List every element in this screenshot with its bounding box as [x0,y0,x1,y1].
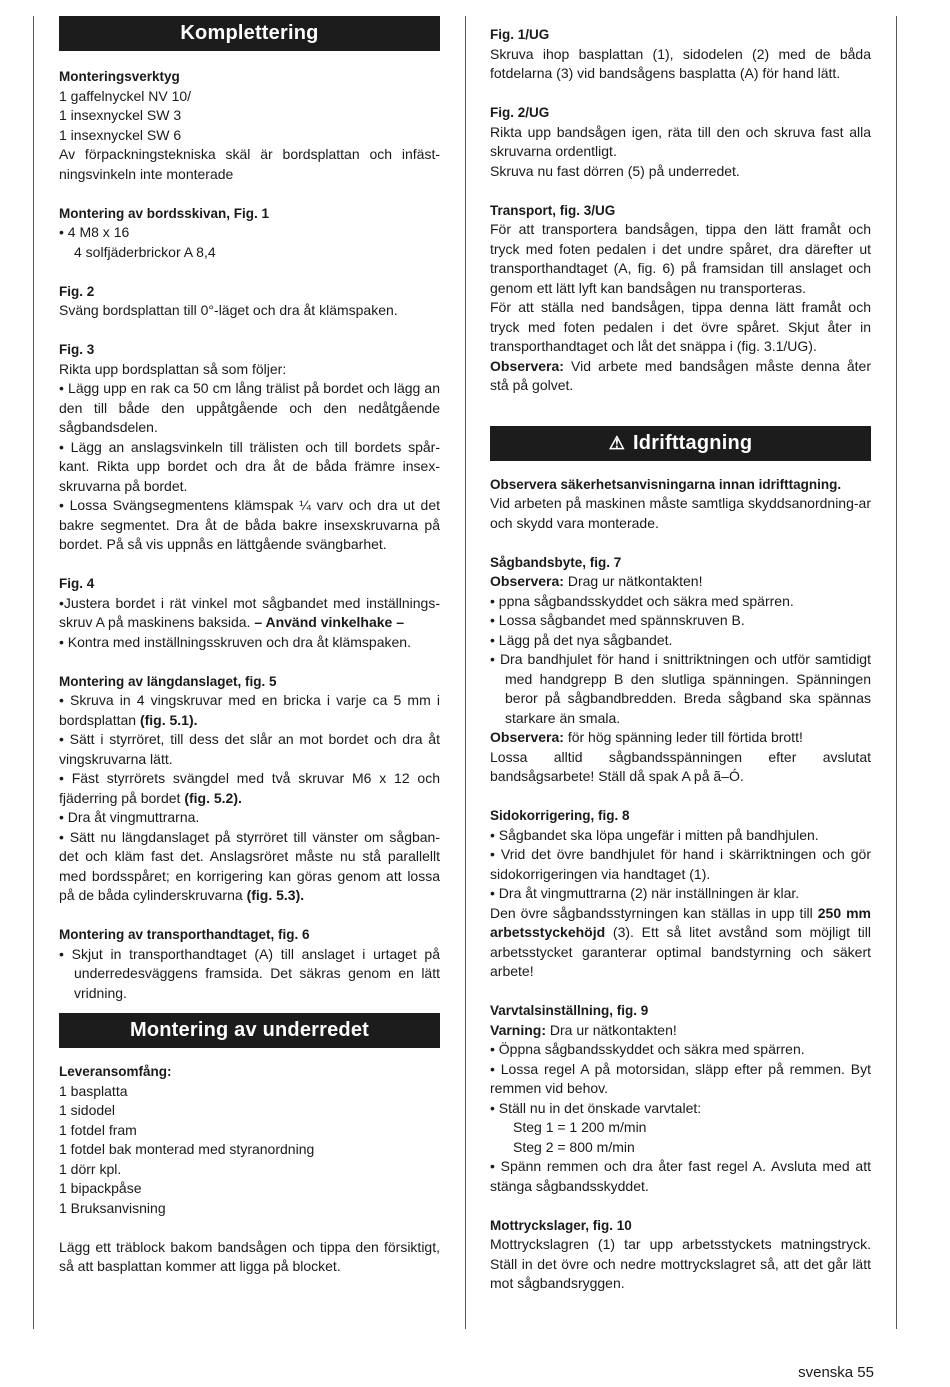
fig4-heading: Fig. 4 [59,576,95,591]
left-margin-rule [33,16,34,1329]
sidecorr-text: Den övre sågbandsstyrningen kan ställas in upp till 250 mm arbetsstyckehöjd (3). Ett så litet avstånd som möjligt till arbetsstycket garanterar optimal bandstyrning och säkert arbete! [490,904,871,979]
transport-para-2: För att ställa ned bandsågen, tippa denna lätt framåt och tryck med foten pedalen i det övre spåret. Skjut åter in transporthandtaget och låt det snäppa i (fig. 3.1/UG). [490,299,871,354]
speed-bullet-2: • Lossa regel A på motorsidan, släpp efter på remmen. Byt remmen vid behov. [490,1060,871,1096]
fig3-bullet-2: • Lägg an anslagsvinkeln till trälisten och till bordets spår-kant. Rikta upp bordet och dra åt de båda främre insex-skruvarna på bordet. [59,438,440,494]
handle-section [59,925,440,1003]
sidecorr-section [490,806,871,982]
bladechange-bullet-2: • Lossa sågbandet med spännskruven B. [490,612,745,628]
fence-bullet-4: • Dra åt vingmuttrarna. [59,809,200,825]
delivery-item: 1 Bruksanvisning [59,1199,166,1216]
thrust-text: Mottryckslagren (1) tar upp arbetsstyckets matningstryck. Ställ in det övre och nedre mottryckslagret så, att det går lätt mot sågbandsryggen. [490,1236,871,1291]
fig1ug-text: Skruva ihop basplattan (1), sidodelen (2) med de båda fotdelarna (3) vid bandsågens basplatta (A) för hand lätt. [490,45,871,81]
table-mount-section [59,204,440,263]
fig3-heading: Fig. 3 [59,342,95,357]
fig2ug-heading: Fig. 2/UG [490,105,550,120]
fence-bullet-2: • Sätt i styrröret, till dess det slår an mot bordet och dra åt vingskruvarna lätt. [59,731,440,767]
fig2ug-section [490,103,871,181]
tools-note: Av förpackningstekniska skäl är bordsplattan och infäst-ningsvinkeln inte monterade [59,146,440,182]
fig2-heading: Fig. 2 [59,283,95,299]
fence-bullet-5: • Sätt nu längdanslaget på styrröret till vänster om sågban-det och kläm fast det. Anslagsröret måste nu stå parallellt med bordsspåret; en korrigering kan göras genom att lossa på de båda cylinderskruvarna (fig. 5.3). [59,828,440,903]
fig4-bullet-1: •Justera bordet i rät vinkel mot sågbandet med inställnings-skruv A på maskinens baksida. – Använd vinkelhake – [59,594,440,630]
tools-line-1: 1 gaffelnyckel NV 10/ [59,87,192,104]
fig2-section [59,282,440,321]
thrust-heading: Mottryckslager, fig. 10 [490,1217,632,1233]
transport-section [490,201,871,396]
delivery-note: Lägg ett träblock bakom bandsågen och tippa den försiktigt, så att basplattan kommer att ligga på blocket. [59,1238,440,1274]
fig1ug-heading: Fig. 1/UG [490,27,550,42]
delivery-heading: Leveransomfång: [59,1064,172,1079]
bladechange-bullet-1: • ppna sågbandsskyddet och säkra med spärren. [490,592,794,609]
bladechange-bullet-3: • Lägg på det nya sågbandet. [490,631,673,648]
fence-bullet-1: • Skruva in 4 vingskruvar med en bricka i varje ca 5 mm i bordsplattan (fig. 5.1). [59,692,440,728]
delivery-item: 1 fotdel bak monterad med styranordning [59,1141,315,1157]
speed-bullet-3: • Ställ nu in det önskade varvtalet: [490,1099,702,1116]
startup-heading: Observera säkerhetsanvisningarna innan idrifttagning. [490,476,842,492]
tools-heading: Monteringsverktyg [59,69,180,84]
section-banner-underrede: Montering av underredet [59,1013,440,1048]
page-footer: svenska 55 [798,1364,874,1381]
table-mount-heading: Montering av bordsskivan, Fig. 1 [59,205,270,221]
speed-warning: Varning: Dra ur nätkontakten! [490,1021,677,1038]
fig4-bullet-2: • Kontra med inställningsskruven och dra åt klämspaken. [59,633,411,650]
speed-bullet-4: • Spänn remmen och dra åter fast regel A. Avsluta med att stänga sågbandsskyddet. [490,1158,871,1194]
bladechange-heading: Sågbandsbyte, fig. 7 [490,554,622,570]
warning-triangle-icon: ⚠ [608,432,626,453]
speed-step-1: Steg 1 = 1 200 m/min [513,1119,647,1135]
sidecorr-heading: Sidokorrigering, fig. 8 [490,808,630,823]
handle-bullet-1: • Skjut in transporthandtaget (A) till anslaget i urtaget på underredesväggens framsida. Det säkras genom en lätt vridning. [59,945,440,1001]
startup-section [490,475,871,534]
bladechange-note: Lossa alltid sågbandsspänningen efter avslutat bandsågsarbete! Ställ då spak A på ã–Ó. [490,748,871,784]
speed-section [490,1001,871,1196]
fence-bullet-3: • Fäst styrrörets svängdel med två skruvar M6 x 12 och fjäderring på bordet (fig. 5.2). [59,770,440,806]
fence-section [59,672,440,906]
fig4-section [59,574,440,652]
bladechange-obs-2: Observera: för hög spänning leder till förtida brott! [490,729,803,745]
delivery-item: 1 dörr kpl. [59,1160,122,1177]
delivery-item: 1 sidodel [59,1102,116,1118]
handle-heading: Montering av transporthandtaget, fig. 6 [59,927,310,942]
transport-heading: Transport, fig. 3/UG [490,202,616,218]
right-margin-rule [896,16,897,1329]
fig2ug-text-1: Rikta upp bandsågen igen, räta till den och skruva fast alla skruvarna ordentligt. [490,123,871,159]
tools-line-2: 1 insexnyckel SW 3 [59,107,182,123]
delivery-item: 1 bipackpåse [59,1180,142,1196]
speed-heading: Varvtalsinställning, fig. 9 [490,1003,649,1018]
right-column [490,25,871,1294]
fig3-section [59,340,440,555]
fig3-bullet-3: • Lossa Svängsegmentens klämspak ¼ varv och dra ut det bakre segmentet. Dra åt de båda bakre insexskruvarna på bordet. På så vis uppnås en lättgående svängbarhet. [59,497,440,552]
column-divider-rule [465,16,466,1329]
fig2-text: Sväng bordsplattan till 0°-läget och dra åt klämspaken. [59,302,398,318]
delivery-section [59,1062,440,1277]
speed-step-2: Steg 2 = 800 m/min [513,1138,635,1155]
tools-section [59,67,440,184]
tools-line-3: 1 insexnyckel SW 6 [59,126,182,143]
table-mount-line-1: • 4 M8 x 16 [59,224,130,240]
section-banner-idrifttagning: ⚠ Idrifttagning [490,426,871,461]
delivery-item: 1 basplatta [59,1082,128,1099]
left-column [59,16,440,1277]
delivery-item: 1 fotdel fram [59,1121,137,1138]
sidecorr-bullet-1: • Sågbandet ska löpa ungefär i mitten på bandhjulen. [490,826,819,843]
thrust-section [490,1216,871,1294]
fig3-intro: Rikta upp bordsplattan så som följer: [59,360,287,377]
transport-note: Observera: Vid arbete med bandsågen måste denna åter stå på golvet. [490,357,872,393]
sidecorr-bullet-2: • Vrid det övre bandhjulet för hand i skärriktningen och gör sidokorrigeringen via handtaget (1). [490,846,871,882]
transport-para-1: För att transportera bandsågen, tippa den lätt framåt och tryck med foten pedalen i det undre spåret, dra därefter ut transporthandtaget (A, fig. 6) på framsidan till anslaget och genom ett lätt lyft kan bandsågen nu transporteras. [490,221,871,296]
bladechange-obs: Observera: Drag ur nätkontakten! [490,573,703,589]
speed-bullet-1: • Öppna sågbandsskyddet och säkra med spärren. [490,1041,805,1057]
fence-heading: Montering av längdanslaget, fig. 5 [59,673,277,689]
fig4-bullet-1-bold: – Använd vinkelhake – [254,614,404,630]
bladechange-bullet-4: • Dra bandhjulet för hand i snittriktningen och utför samtidigt med handgrepp B den slutliga spänningen. Spänningen beror på sågbandbredden. Breda sågband ska spännas starkare än smala. [490,651,871,726]
bladechange-section [490,553,871,787]
sidecorr-bullet-3: • Dra åt vingmuttrarna (2) när inställningen är klar. [490,885,800,901]
fig3-bullet-1: • Lägg upp en rak ca 50 cm lång trälist på bordet och lägg an den till både den uppåtgående och den nedåtgående sågbandsdelen. [59,380,440,435]
section-banner-komplettering: Komplettering [59,16,440,51]
startup-text: Vid arbeten på maskinen måste samtliga skyddsanordning-ar och skydd vara monterade. [490,495,871,531]
fig1ug-section [490,25,871,84]
fig2ug-text-2: Skruva nu fast dörren (5) på underredet. [490,162,740,179]
table-mount-line-2: 4 solfjäderbrickor A 8,4 [74,243,216,260]
